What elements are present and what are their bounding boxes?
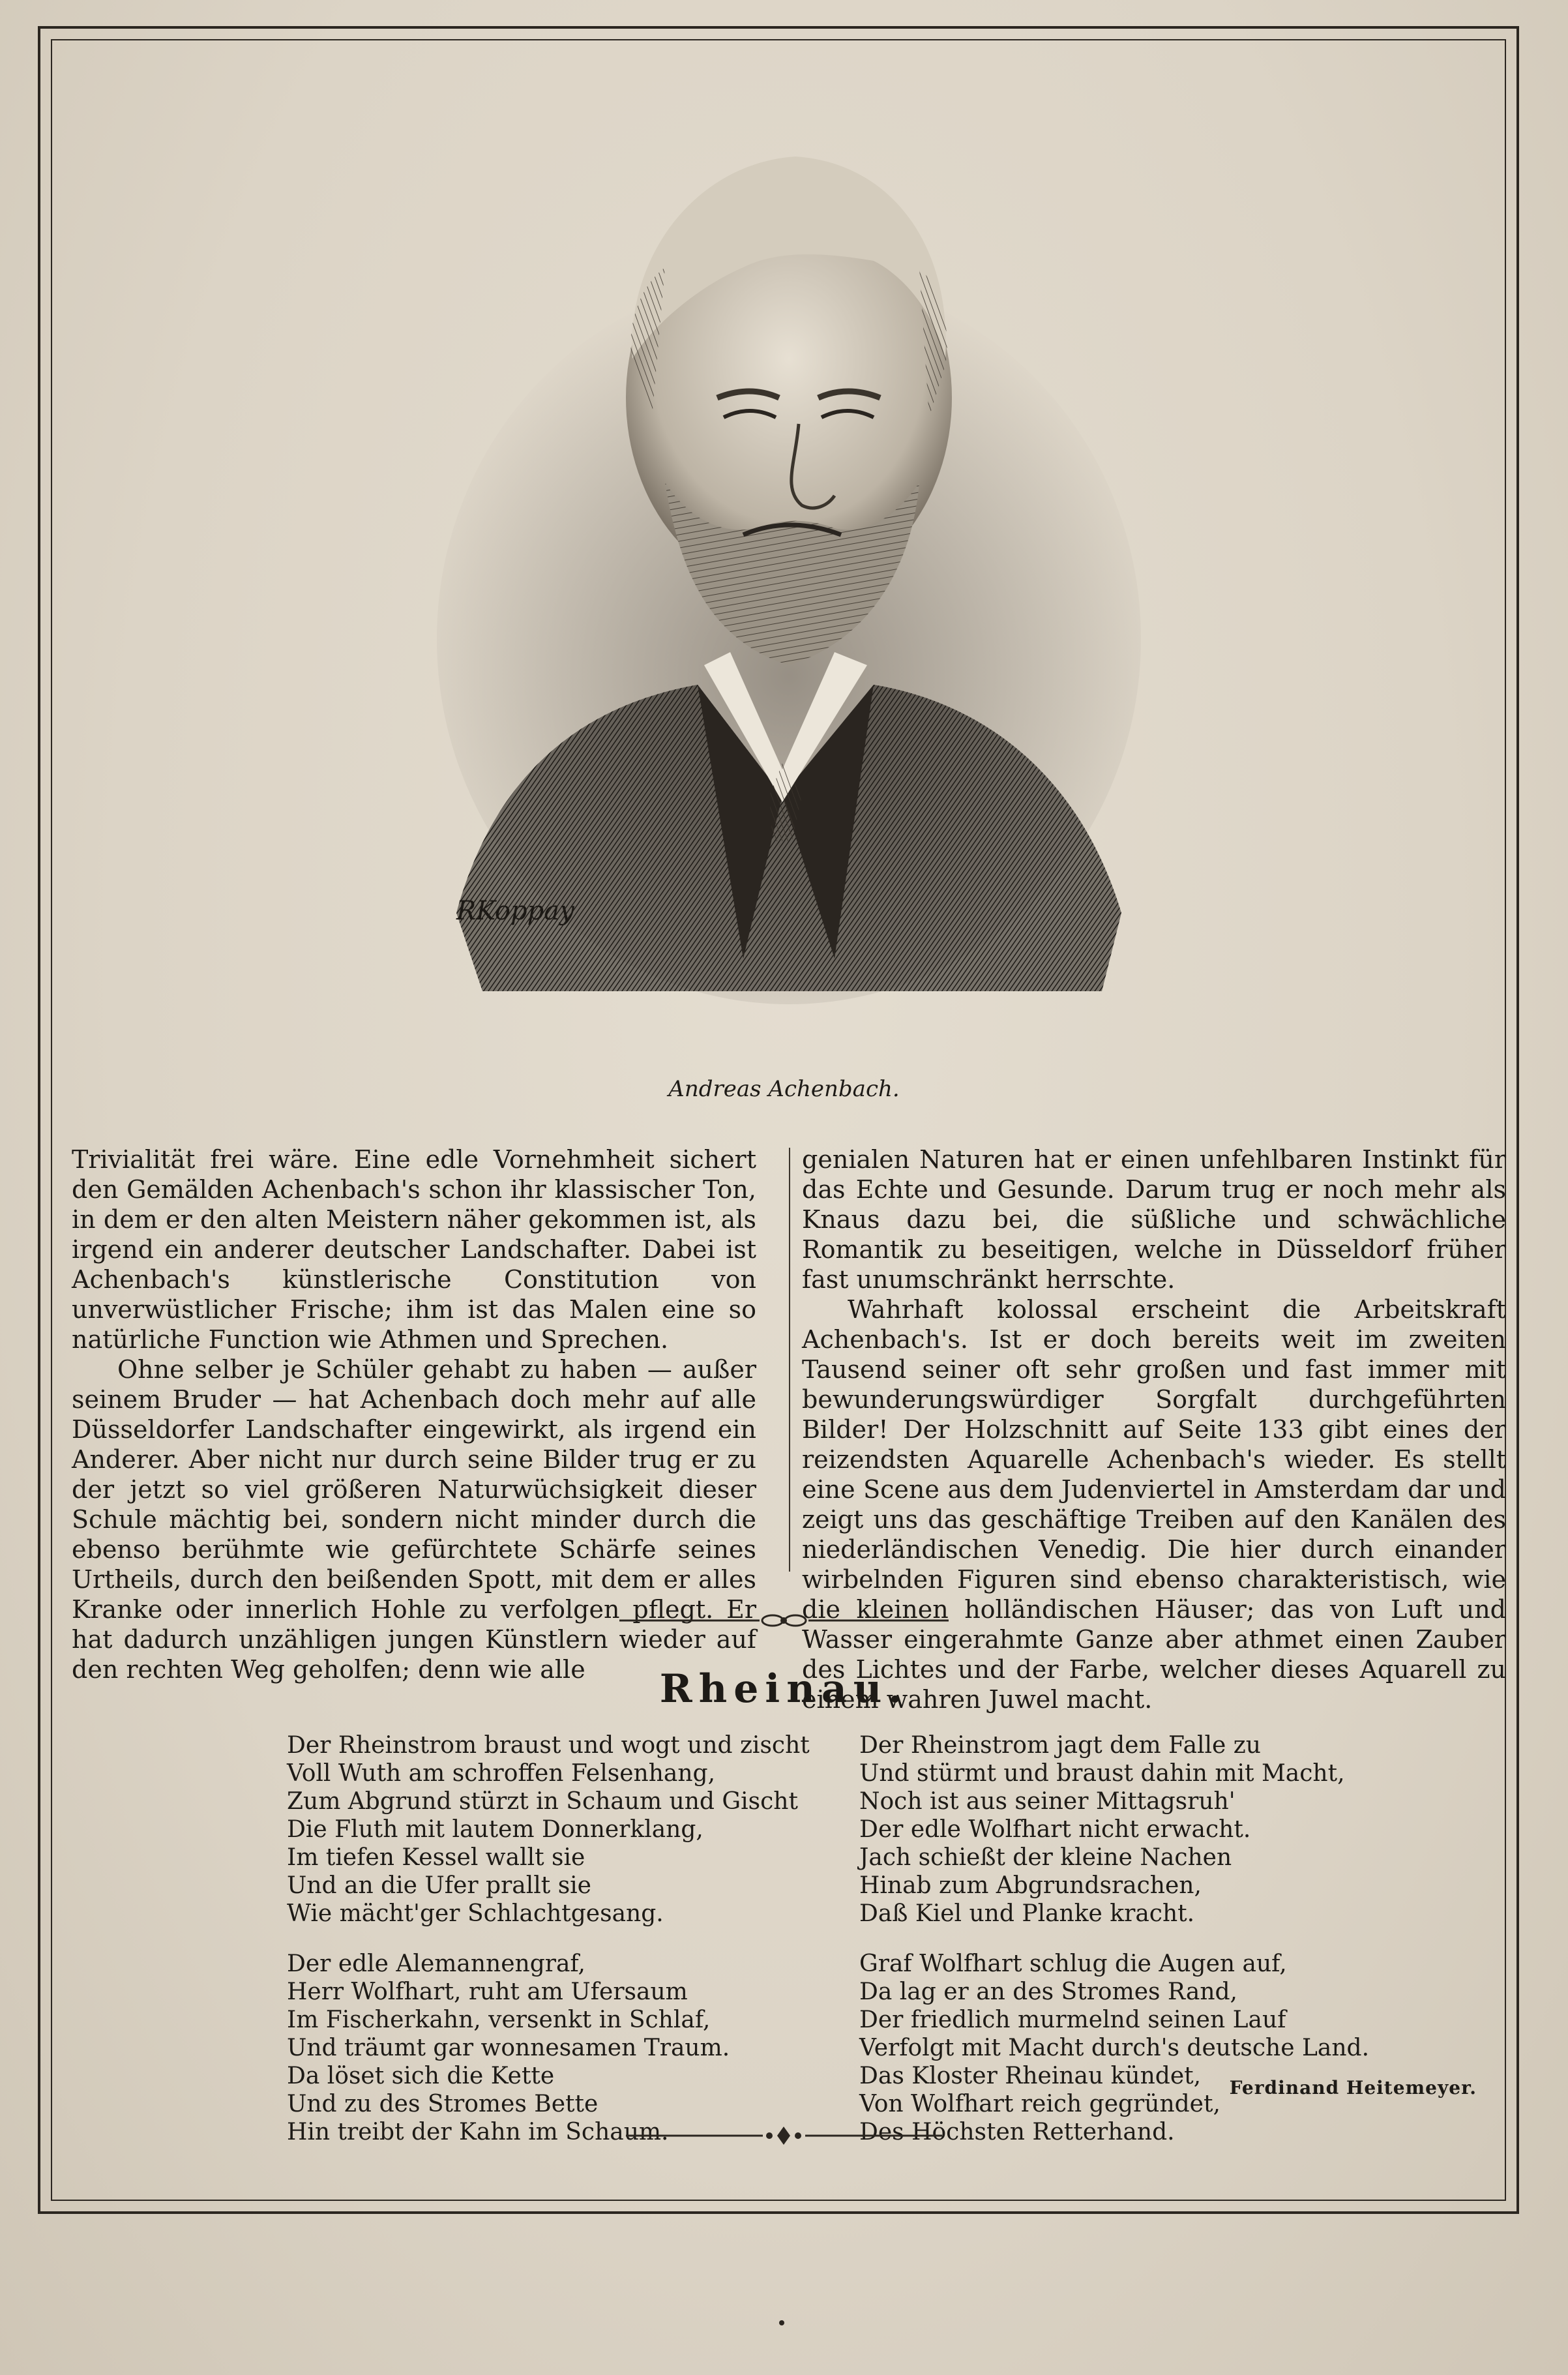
poem-line: Von Wolfhart reich gegründet, [859, 2091, 1220, 2117]
article-column-left [72, 1144, 756, 1684]
poem-stanza [859, 1731, 1345, 1928]
poem-line: Der edle Alemannengraf, [287, 1950, 585, 1977]
poem-author: Ferdinand Heitemeyer. [1229, 2077, 1477, 2099]
poem-line: Und stürmt und braust dahin mit Macht, [859, 1760, 1345, 1787]
article-paragraph: Ohne selber je Schüler gehabt zu haben — außer seinem Bruder — hat Achenbach doch mehr auf alle Düsseldorfer Landschafter eingewirkt, als irgend ein Anderer. Aber nicht nur durch seine Bilder trug er zu der jetzt so viel größeren Naturwüchsigkeit dieser Schule mächtig bei, sondern nicht minder durch die ebenso berühmte wie gefürchtete Schärfe seines Urtheils, durch den beißenden Spott, mit dem er alles Kranke oder innerlich Hohle zu verfolgen pflegt. Er hat dadurch unzähligen jungen Künstlern wieder auf den rechten Weg geholfen; denn wie alle [72, 1355, 756, 1684]
poem-line: Im Fischerkahn, versenkt in Schlaf, [287, 2007, 711, 2033]
poem-line: Hin treibt der Kahn im Schaum. [287, 2119, 669, 2145]
poem-line: Des Höchsten Retterhand. [859, 2119, 1175, 2145]
ornament-divider [0, 2123, 1568, 2149]
poem-line: Das Kloster Rheinau kündet, [859, 2063, 1202, 2089]
poem-line: Zum Abgrund stürzt in Schaum und Gischt [287, 1788, 798, 1815]
portrait-engraving [417, 143, 1161, 1017]
portrait-caption: Andreas Achenbach. [668, 1076, 900, 1102]
poem-line: Die Fluth mit lautem Donnerklang, [287, 1816, 703, 1843]
poem-line: Hinab zum Abgrundsrachen, [859, 1872, 1202, 1899]
poem-line: Der edle Wolfhart nicht erwacht. [859, 1816, 1251, 1843]
poem-line: Graf Wolfhart schlug die Augen auf, [859, 1950, 1287, 1977]
page-dot [779, 2320, 784, 2325]
poem-line: Und an die Ufer prallt sie [287, 1872, 591, 1899]
poem-stanza [287, 1950, 730, 2146]
poem-line: Im tiefen Kessel wallt sie [287, 1844, 585, 1871]
article-paragraph: Trivialität frei wäre. Eine edle Vornehmheit sichert den Gemälden Achenbach's schon ihr klassischer Ton, in dem er den alten Meistern näher gekommen ist, als irgend ein anderer deutscher Landschafter. Dabei ist Achenbach's künstlerische Constitution von unverwüstlicher Frische; ihm ist das Malen eine so natürliche Function wie Athmen und Sprechen. [72, 1145, 756, 1354]
poem-stanza [287, 1731, 810, 1928]
poem-line: Jach schießt der kleine Nachen [859, 1844, 1232, 1871]
poem-line: Verfolgt mit Macht durch's deutsche Land. [859, 2035, 1370, 2061]
article-paragraph: genialen Naturen hat er einen unfehlbaren Instinkt für das Echte und Gesunde. Darum trug er noch mehr als Knaus dazu bei, die süßliche und schwächliche Romantik zu beseitigen, welche in Düsseldorf früher fast unumschränkt herrschte. [802, 1145, 1506, 1294]
poem-line: Voll Wuth am schroffen Felsenhang, [287, 1760, 716, 1787]
column-divider [789, 1148, 790, 1572]
poem-line: Wie mächt'ger Schlachtgesang. [287, 1900, 664, 1927]
poem-line: Der friedlich murmelnd seinen Lauf [859, 2007, 1286, 2033]
article-paragraph: Wahrhaft kolossal erscheint die Arbeitskraft Achenbach's. Ist er doch bereits weit im zweiten Tausend seiner oft sehr großen und fast immer mit bewunderungswürdiger Sorgfalt durchgeführten Bilder! Der Holzschnitt auf Seite 133 gibt eines der reizendsten Aquarelle Achenbach's wieder. Es stellt eine Scene aus dem Judenviertel in Amsterdam dar und zeigt uns das geschäftige Treiben auf den Kanälen des niederländischen Venedig. Die hier durch einander wirbelnden Figuren sind ebenso charakteristisch, wie die kleinen holländischen Häuser; das von Luft und Wasser eingerahmte Ganze aber athmet einen Zauber des Lichtes und der Farbe, welcher dieses Aquarell zu einem wahren Juwel macht. [802, 1295, 1506, 1714]
poem-line: Und träumt gar wonnesamen Traum. [287, 2035, 730, 2061]
poem-line: Da lag er an des Stromes Rand, [859, 1979, 1237, 2005]
ornament-divider [0, 1607, 1568, 1634]
poem-line: Und zu des Stromes Bette [287, 2091, 599, 2117]
poem-line: Daß Kiel und Planke kracht. [859, 1900, 1195, 1927]
poem-line: Der Rheinstrom braust und wogt und zischt [287, 1732, 810, 1759]
poem-line: Herr Wolfhart, ruht am Ufersaum [287, 1979, 688, 2005]
poem-title: Rheinau. [659, 1666, 909, 1712]
poem-line: Da löset sich die Kette [287, 2063, 555, 2089]
poem-line: Noch ist aus seiner Mittagsruh' [859, 1788, 1235, 1815]
poem-line: Der Rheinstrom jagt dem Falle zu [859, 1732, 1261, 1759]
engraver-signature: RKoppay [456, 896, 574, 926]
poem-stanza [859, 1950, 1369, 2146]
